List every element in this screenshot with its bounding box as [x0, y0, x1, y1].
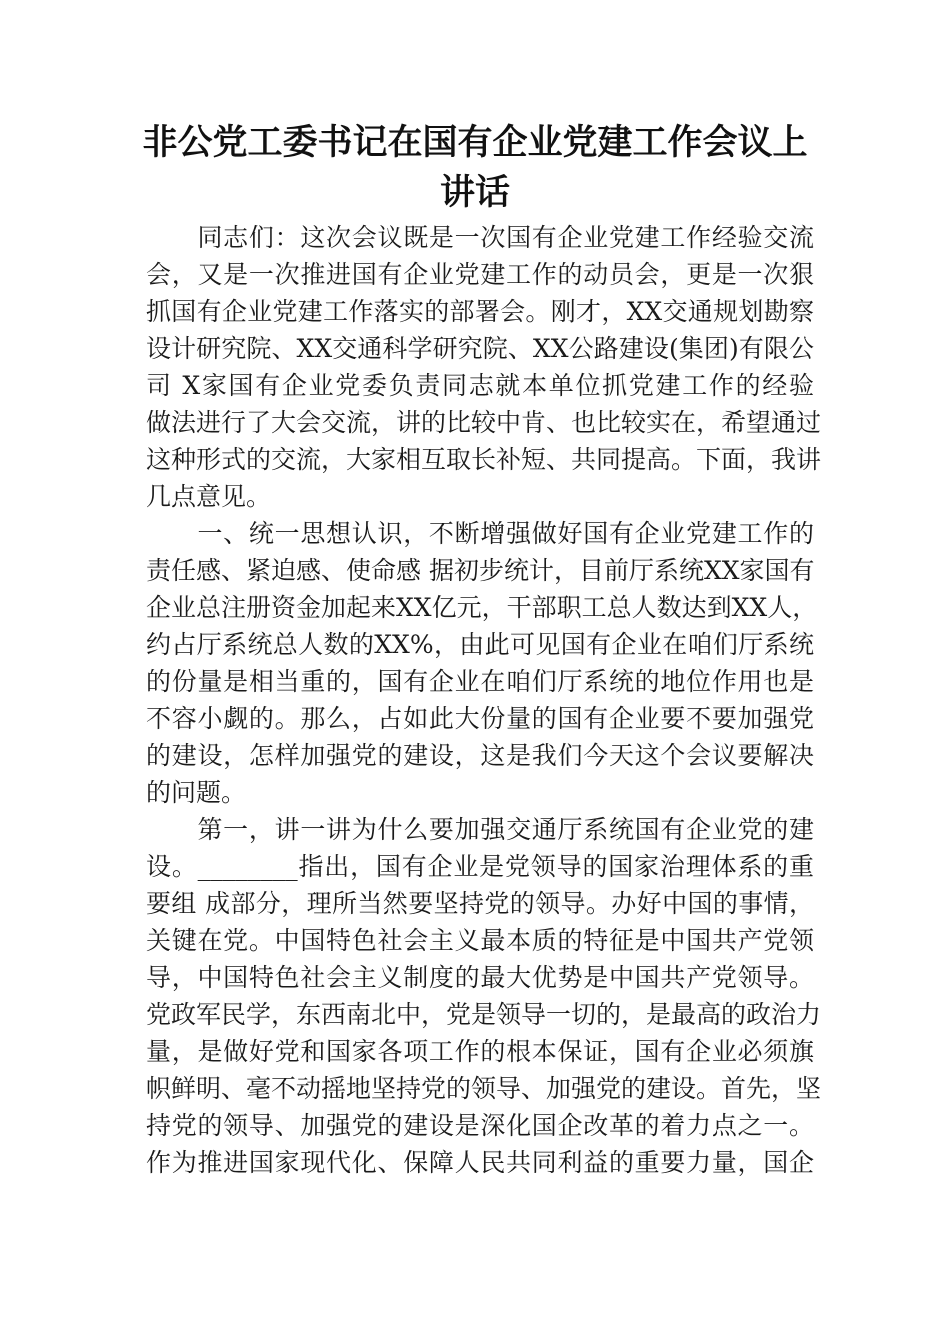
text-line: 会，又是一次推进国有企业党建工作的动员会，更是一次狠: [146, 260, 814, 289]
text-line: 的建设，怎样加强党的建设，这是我们今天这个会议要解决: [146, 741, 814, 770]
title-line-1: 非公党工委书记在国有企业党建工作会议上: [142, 123, 808, 163]
paragraph-first-point: [146, 811, 822, 1181]
paragraph-greeting: [146, 219, 822, 515]
text-line: 第一，讲一讲为什么要加强交通厅系统国有企业党的建: [146, 815, 814, 844]
text-line: 做法进行了大会交流，讲的比较中肯、也比较实在，希望通过: [146, 408, 822, 437]
title-line-2: 讲话: [439, 173, 510, 213]
text-line: 不容小觑的。那么，占如此大份量的国有企业要不要加强党: [146, 704, 814, 733]
text-line: 持党的领导、加强党的建设是深化国企改革的着力点之一。: [146, 1111, 814, 1140]
text-line: 一、统一思想认识，不断增强做好国有企业党建工作的: [146, 519, 814, 548]
text-line: 帜鲜明、毫不动摇地坚持党的领导、加强党的建设。首先，坚: [146, 1074, 822, 1103]
text-line: 作为推进国家现代化、保障人民共同利益的重要力量，国企: [146, 1148, 814, 1177]
text-line: 的份量是相当重的，国有企业在咱们厅系统的地位作用也是: [146, 667, 814, 696]
text-line: 党政军民学，东西南北中，党是领导一切的，是最高的政治力: [146, 1000, 822, 1029]
text-line: 几点意见。: [146, 482, 272, 511]
text-line: 这种形式的交流，大家相互取长补短、共同提高。下面，我讲: [146, 445, 822, 474]
text-line: 关键在党。中国特色社会主义最本质的特征是中国共产党领: [146, 926, 814, 955]
text-line: 要组 成部分，理所当然要坚持党的领导。办好中国的事情，: [146, 889, 814, 918]
text-line: 设。________指出，国有企业是党领导的国家治理体系的重: [146, 852, 814, 881]
text-line: 设计研究院、XX交通科学研究院、XX公路建设(集团)有限公: [146, 334, 814, 363]
text-line: 司 X家国有企业党委负责同志就本单位抓党建工作的经验: [146, 371, 814, 400]
document-body: [146, 219, 822, 1181]
text-line: 量，是做好党和国家各项工作的根本保证，国有企业必须旗: [146, 1037, 814, 1066]
text-line: 抓国有企业党建工作落实的部署会。刚才，XX交通规划勘察: [146, 297, 814, 326]
text-line: 责任感、紧迫感、使命感 据初步统计，目前厅系统XX家国有: [146, 556, 815, 585]
paragraph-section-one: [146, 515, 818, 811]
text-line: 约占厅系统总人数的XX%，由此可见国有企业在咱们厅系统: [146, 630, 814, 659]
text-line: 的问题。: [146, 778, 247, 807]
text-line: 导，中国特色社会主义制度的最大优势是中国共产党领导。: [146, 963, 814, 992]
document-title: [0, 118, 950, 218]
text-line: 同志们：这次会议既是一次国有企业党建工作经验交流: [146, 223, 814, 252]
text-line: 企业总注册资金加起来XX亿元，干部职工总人数达到XX人，: [146, 593, 818, 622]
